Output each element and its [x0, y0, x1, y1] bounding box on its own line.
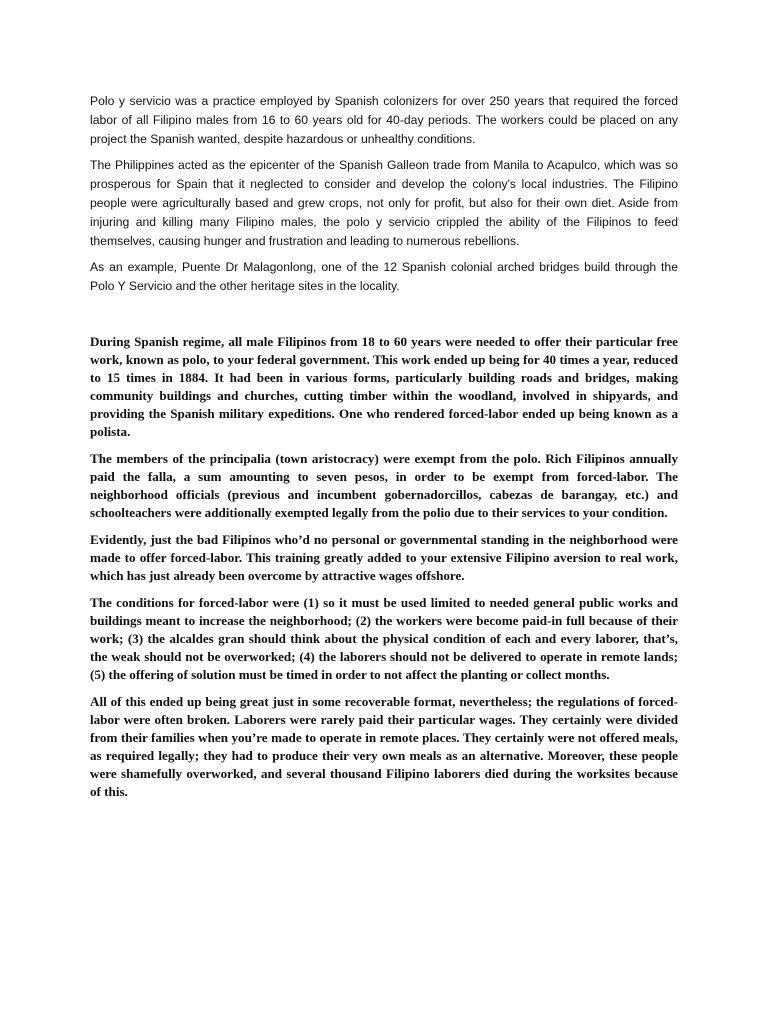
- main-section: [90, 333, 678, 801]
- intro-paragraph-polo-y-servicio: Polo y servicio was a practice employed by Spanish colonizers for over 250 years that required the forced labor of all Filipino males from 16 to 60 years old for 40-day periods. The workers could be placed on any project the Spanish wanted, despite hazardous or unhealthy conditions.: [90, 94, 678, 146]
- document-page: [90, 92, 678, 810]
- main-paragraph-spanish-regime: During Spanish regime, all male Filipinos from 18 to 60 years were needed to offer their particular free work, known as polo, to your federal government. This work ended up being for 40 times a year, reduced to 15 times in 1884. It had been in various forms, particularly building roads and bridges, making community buildings and churches, cutting timber within the woodland, involved in shipyards, and providing the Spanish military expeditions. One who rendered forced-labor ended up being known as a polista.: [90, 334, 678, 439]
- main-paragraph-principalia: The members of the principalia (town aristocracy) were exempt from the polo. Rich Filipinos annually paid the falla, a sum amounting to seven pesos, in order to be exempt from forced-labor. The neighborhood officials (previous and incumbent gobernadorcillos, cabezas de barangay, etc.) and schoolteachers were additionally exempted legally from the polio due to their services to your condition.: [90, 451, 678, 520]
- intro-paragraph-malagonlong-bridge: As an example, Puente Dr Malagonlong, one of the 12 Spanish colonial arched bridges build through the Polo Y Servicio and the other heritage sites in the locality.: [90, 260, 678, 293]
- main-paragraph-poor-filipinos: Evidently, just the bad Filipinos who’d no personal or governmental standing in the neighborhood were made to offer forced-labor. This training greatly added to your extensive Filipino aversion to real work, which has just already been overcome by attractive wages offshore.: [90, 532, 678, 583]
- main-paragraph-conditions: The conditions for forced-labor were (1) so it must be used limited to needed general public works and buildings meant to increase the neighborhood; (2) the workers were become paid-in full because of their work; (3) the alcaldes gran should think about the physical condition of each and every laborer, that’s, the weak should not be overworked; (4) the laborers should not be delivered to operate in remote lands; (5) the offering of solution must be timed in order to not affect the planting or collect months.: [90, 595, 678, 682]
- main-paragraph-regulations-broken: All of this ended up being great just in some recoverable format, nevertheless; the regulations of forced-labor were often broken. Laborers were rarely paid their particular wages. They certainly were divided from their families when you’re made to operate in remote places. They certainly were not offered meals, as required legally; they had to produce their very own meals as an alternative. Moreover, these people were shamefully overworked, and several thousand Filipino laborers died during the worksites because of this.: [90, 694, 678, 799]
- intro-paragraph-galleon-trade: The Philippines acted as the epicenter of the Spanish Galleon trade from Manila to Acapulco, which was so prosperous for Spain that it neglected to consider and develop the colony's local industries. The Filipino people were agriculturally based and grew crops, not only for profit, but also for their own diet. Aside from injuring and killing many Filipino males, the polo y servicio crippled the ability of the Filipinos to feed themselves, causing hunger and frustration and leading to numerous rebellions.: [90, 158, 678, 248]
- section-spacer: [90, 303, 678, 333]
- intro-section: [90, 92, 678, 296]
